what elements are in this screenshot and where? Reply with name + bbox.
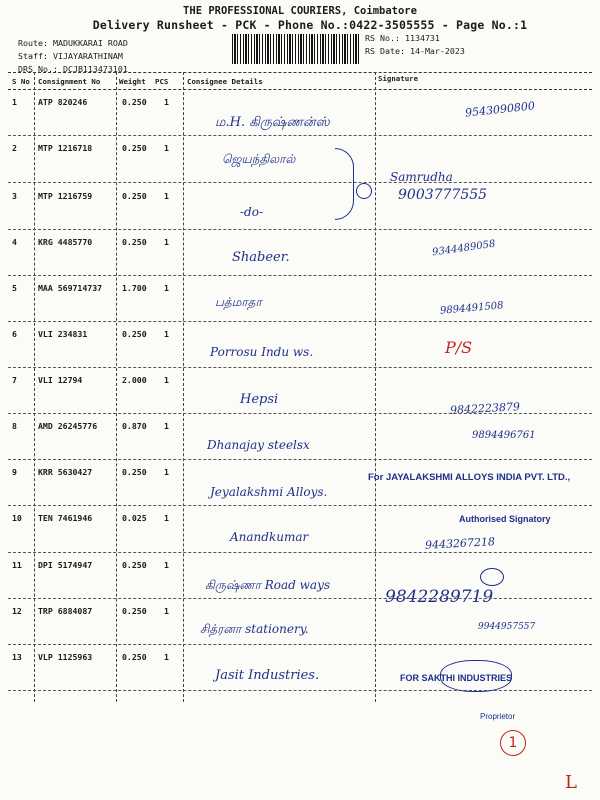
row-weight: 0.250 <box>122 237 147 247</box>
row-sno: 3 <box>12 191 17 201</box>
row-consignee: Jasit Industries. <box>215 668 320 683</box>
row-pcs: 1 <box>164 375 169 385</box>
row-pcs: 1 <box>164 421 169 431</box>
drs-number: DRS No.: DCJB113473101 <box>18 64 128 74</box>
table-header-line <box>8 89 592 90</box>
row-separator <box>8 321 592 322</box>
authorised-signatory: Authorised Signatory <box>459 514 551 524</box>
row-separator <box>8 182 592 183</box>
row-consignment-no: VLI 12794 <box>38 375 83 385</box>
row-consignment-no: DPI 5174947 <box>38 560 93 570</box>
row-weight: 0.870 <box>122 421 147 431</box>
row-consignment-no: ATP 820246 <box>38 97 88 107</box>
row-signature: P/S <box>445 338 473 357</box>
row-consignment-no: KRR 5630427 <box>38 467 93 477</box>
table-top-line <box>8 72 592 73</box>
row-consignment-no: TRP 6884087 <box>38 606 93 616</box>
row-signature: 9894496761 <box>472 430 536 441</box>
row-pcs: 1 <box>164 191 169 201</box>
row-consignee: -do- <box>240 205 264 219</box>
row-consignee: Porrosu Indu ws. <box>210 345 314 359</box>
row-signature: 9344489058 <box>431 238 497 259</box>
proprietor-label: Proprietor <box>480 712 516 721</box>
row-signature: Samrudha <box>390 170 453 184</box>
row-signature: FOR SAKTHI INDUSTRIES <box>400 673 513 683</box>
row-weight: 1.700 <box>122 283 147 293</box>
row-signature: 9842223879 <box>449 400 521 417</box>
row-pcs: 1 <box>164 97 169 107</box>
row-separator <box>8 505 592 506</box>
row-separator <box>8 413 592 414</box>
row-separator <box>8 229 592 230</box>
row-separator <box>8 690 592 691</box>
col-header-consignee: Consignee Details <box>187 77 263 86</box>
runsheet-title: Delivery Runsheet - PCK - Phone No.:0422-3505555 - Page No.:1 <box>92 18 528 32</box>
rs-number: RS No.: 1134731 <box>365 33 440 43</box>
row-weight: 0.250 <box>122 191 147 201</box>
row-weight: 0.250 <box>122 560 147 570</box>
column-divider <box>116 72 117 702</box>
row-consignee: Dhanajay steelsx <box>207 438 310 452</box>
rs-block <box>365 32 465 58</box>
row-sno: 10 <box>12 513 22 523</box>
row-pcs: 1 <box>164 560 169 570</box>
row-sno: 4 <box>12 237 17 247</box>
row-sno: 7 <box>12 375 17 385</box>
row-consignment-no: VLI 234831 <box>38 329 88 339</box>
row-separator <box>8 552 592 553</box>
row-consignee: சித்ரனா stationery. <box>200 622 309 636</box>
row-pcs: 1 <box>164 652 169 662</box>
row-separator <box>8 275 592 276</box>
col-header-pcs: PCS <box>155 77 169 86</box>
row-weight: 0.250 <box>122 97 147 107</box>
row-signature: For JAYALAKSHMI ALLOYS INDIA PVT. LTD., <box>368 472 571 483</box>
rs-date: RS Date: 14-Mar-2023 <box>365 46 465 56</box>
row-consignment-no: TEN 7461946 <box>38 513 93 523</box>
row-consignee: Jeyalakshmi Alloys. <box>210 485 328 499</box>
row-consignee: Anandkumar <box>230 530 309 544</box>
row-consignee: ம.H. கிருஷ்ணன்ஸ் <box>215 115 330 130</box>
row-sno: 1 <box>12 97 17 107</box>
row-separator <box>8 367 592 368</box>
row-weight: 0.250 <box>122 652 147 662</box>
col-header-signature: Signature <box>378 74 419 83</box>
column-divider <box>34 72 35 702</box>
row-consignment-no: AMD 26245776 <box>38 421 98 431</box>
row-sno: 9 <box>12 467 17 477</box>
row-weight: 0.025 <box>122 513 147 523</box>
row-consignment-no: KRG 4485770 <box>38 237 93 247</box>
signature-scribble <box>356 183 372 199</box>
row-consignment-no: VLP 1125963 <box>38 652 93 662</box>
row-weight: 0.250 <box>122 467 147 477</box>
row-signature: 9443267218 <box>424 535 496 552</box>
row-weight: 0.250 <box>122 329 147 339</box>
row-weight: 0.250 <box>122 143 147 153</box>
company-name: THE PROFESSIONAL COURIERS, Coimbatore <box>183 5 417 17</box>
row-weight: 2.000 <box>122 375 147 385</box>
row-sno: 5 <box>12 283 17 293</box>
row-consignment-no: MAA 569714737 <box>38 283 103 293</box>
row-consignment-no: MTP 1216759 <box>38 191 93 201</box>
row-pcs: 1 <box>164 513 169 523</box>
row-consignee: Shabeer. <box>232 250 290 265</box>
row-pcs: 1 <box>164 329 169 339</box>
row-sno: 12 <box>12 606 22 616</box>
row-separator <box>8 644 592 645</box>
row-signature: 9944957557 <box>478 622 536 632</box>
row-consignee: கிருஷ்ணா Road ways <box>205 578 331 592</box>
column-divider <box>183 72 184 702</box>
row-sno: 13 <box>12 652 22 662</box>
row-separator <box>8 459 592 460</box>
row-sno: 11 <box>12 560 22 570</box>
col-header-consignment: Consignment No <box>38 77 101 86</box>
col-header-weight: Weight <box>119 77 146 86</box>
row-signature: 9003777555 <box>398 187 488 203</box>
row-pcs: 1 <box>164 467 169 477</box>
staff-text: Staff: VIJAYARATHINAM <box>18 51 123 61</box>
row-consignment-no: MTP 1216718 <box>38 143 93 153</box>
company-stamp-oval <box>440 660 512 692</box>
row-consignee: ஜெயந்திலால் <box>222 152 296 166</box>
row-signature: 9842289719 <box>385 587 494 607</box>
row-sno: 6 <box>12 329 17 339</box>
row-sno: 2 <box>12 143 17 153</box>
row-consignee: Hepsi <box>240 392 279 407</box>
col-header-sno: S No <box>12 77 30 86</box>
row-pcs: 1 <box>164 606 169 616</box>
row-sno: 8 <box>12 421 17 431</box>
corner-mark: L <box>565 772 577 793</box>
row-separator <box>8 135 592 136</box>
row-consignee: பத்மாதா <box>215 295 262 309</box>
row-pcs: 1 <box>164 283 169 293</box>
column-divider <box>375 72 376 702</box>
route-text: Route: MADUKKARAI ROAD <box>18 38 128 48</box>
red-circled-mark: 1 <box>500 730 526 756</box>
ditto-brace <box>335 148 354 220</box>
row-pcs: 1 <box>164 237 169 247</box>
row-weight: 0.250 <box>122 606 147 616</box>
row-separator <box>8 598 592 599</box>
barcode <box>232 34 360 64</box>
route-staff-block <box>18 37 128 76</box>
row-signature: 9894491508 <box>439 300 504 317</box>
signature-scribble <box>480 568 504 586</box>
row-pcs: 1 <box>164 143 169 153</box>
row-signature: 9543090800 <box>464 99 536 120</box>
